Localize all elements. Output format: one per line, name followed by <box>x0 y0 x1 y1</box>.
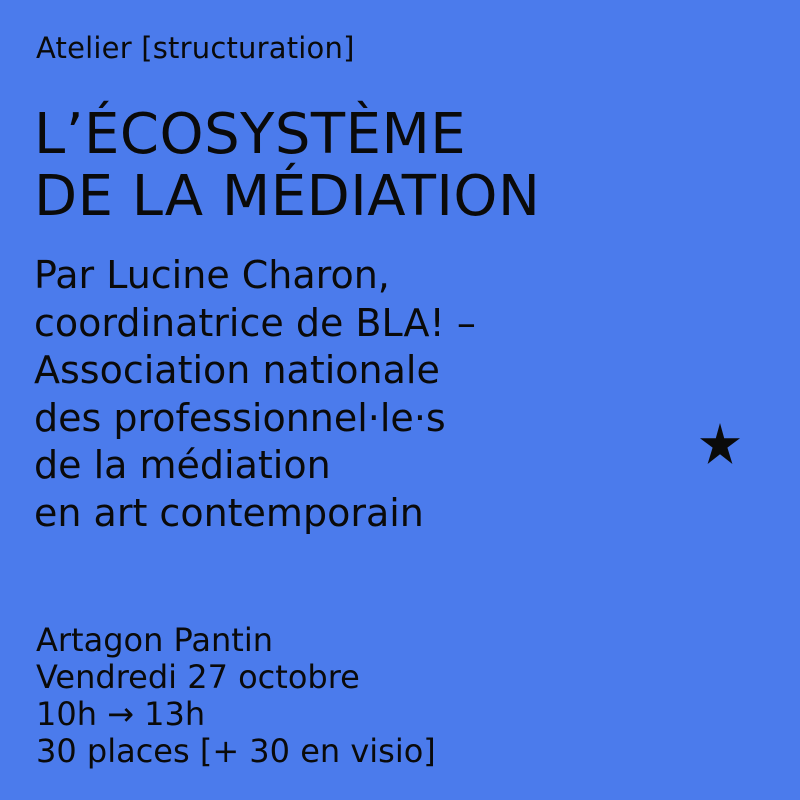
title-line-2: DE LA MÉDIATION <box>34 164 541 229</box>
poster-title <box>34 104 540 228</box>
event-venue: Artagon Pantin <box>36 621 274 659</box>
speaker-line: Association nationale <box>34 348 440 392</box>
event-time: 10h → 13h <box>36 695 206 733</box>
speaker-line: des professionnel·le·s <box>34 395 446 440</box>
speaker-description <box>34 252 476 537</box>
star-icon <box>698 422 742 466</box>
title-line-1: L’ÉCOSYSTÈME <box>34 102 467 167</box>
workshop-category: Atelier [structuration] <box>36 31 355 65</box>
event-date: Vendredi 27 octobre <box>36 658 360 696</box>
speaker-line: coordinatrice de BLA! – <box>34 300 476 345</box>
event-details <box>36 622 436 770</box>
speaker-line: de la médiation <box>34 443 331 487</box>
speaker-line: en art contemporain <box>34 490 424 535</box>
speaker-line: Par Lucine Charon, <box>34 253 390 297</box>
event-places: 30 places [+ 30 en visio] <box>36 732 436 770</box>
